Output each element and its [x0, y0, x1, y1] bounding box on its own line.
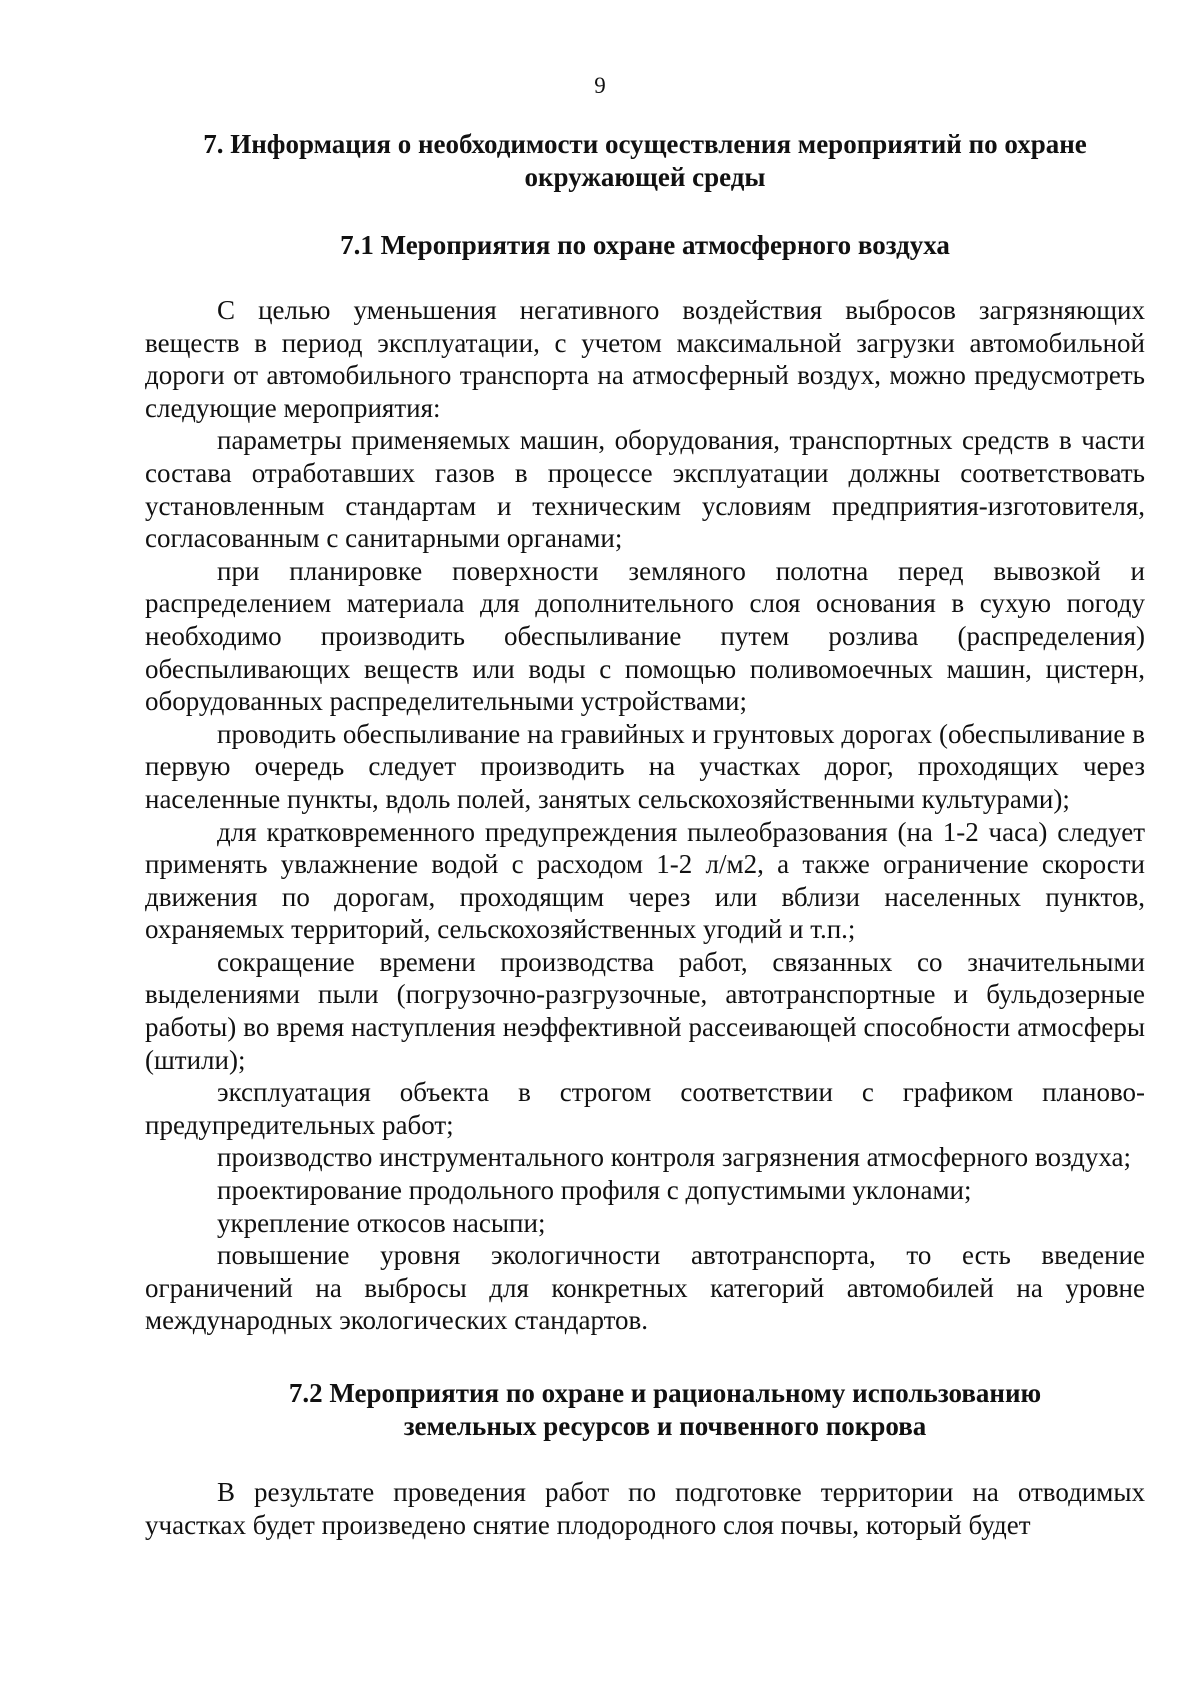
paragraph: проводить обеспыливание на гравийных и грунтовых дорогах (обеспыливание в первую очередь следует производить на участках дорог, проходящих через населенные пункты, вдоль полей, занятых сельскохозяйственными культурами); [145, 718, 1145, 814]
paragraph: эксплуатация объекта в строгом соответствии с графиком планово-предупредительных работ; [145, 1077, 1145, 1140]
section-7-heading-line-2: окружающей среды [524, 162, 766, 192]
section-7-2-body [145, 1476, 1145, 1541]
section-7-2-heading-line-2: земельных ресурсов и почвенного покрова [403, 1411, 927, 1441]
paragraph: укрепление откосов насыпи; [217, 1207, 546, 1238]
paragraph: С целью уменьшения негативного воздействия выбросов загрязняющих веществ в период эксплуатации, с учетом максимальной загрузки автомобильной дороги от автомобильного транспорта на атмосферный воздух, можно предусмотреть следующие мероприятия: [145, 295, 1145, 423]
paragraph: при планировке поверхности земляного полотна перед вывозкой и распределением материала для дополнительного слоя основания в сухую погоду необходимо производить обеспыливание путем розлива (распределения) обеспыливающих веществ или воды с помощью поливомоечных машин, цистерн, оборудованных распределительными устройствами; [145, 555, 1145, 717]
paragraph: производство инструментального контроля загрязнения атмосферного воздуха; [217, 1142, 1132, 1173]
paragraph: сокращение времени производства работ, связанных со значительными выделениями пыли (погрузочно-разгрузочные, автотранспортные и бульдозерные работы) во время наступления неэффективной рассеивающей способности атмосферы (штили); [145, 946, 1145, 1075]
section-7-2-heading-line-1: 7.2 Мероприятия по охране и рациональному использованию [288, 1378, 1042, 1408]
section-7-1-heading: 7.1 Мероприятия по охране атмосферного воздуха [340, 230, 950, 260]
paragraph: повышение уровня экологичности автотранспорта, то есть введение ограничений на выбросы для конкретных категорий автомобилей на уровне международных экологических стандартов. [145, 1240, 1145, 1336]
page-number: 9 [594, 73, 606, 98]
section-7-1-body [145, 294, 1145, 1337]
section-7-heading [145, 128, 1145, 194]
paragraph: параметры применяемых машин, оборудования, транспортных средств в части состава отработавших газов в процессе эксплуатации должны соответствовать установленным стандартам и техническим условиям предприятия-изготовителя, согласованным с санитарными органами; [145, 425, 1145, 554]
page-content [145, 128, 1145, 1541]
paragraph: проектирование продольного профиля с допустимыми уклонами; [217, 1175, 972, 1206]
section-7-heading-line-1: 7. Информация о необходимости осуществления мероприятий по охране [203, 129, 1087, 159]
paragraph: для кратковременного предупреждения пылеобразования (на 1-2 часа) следует применять увлажнение водой с расходом 1-2 л/м2, а также ограничение скорости движения по дорогам, проходящим через или вблизи населенных пунктов, охраняемых территорий, сельскохозяйственных угодий и т.п.; [145, 816, 1145, 945]
paragraph: В результате проведения работ по подготовке территории на отводимых участках будет произведено снятие плодородного слоя почвы, который будет [145, 1477, 1145, 1540]
section-7-2-heading [145, 1377, 1145, 1443]
